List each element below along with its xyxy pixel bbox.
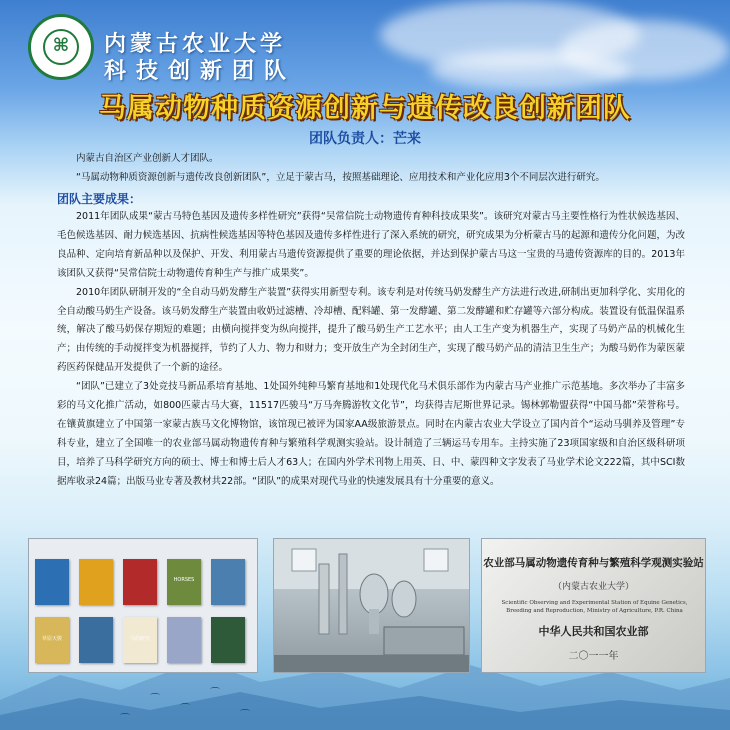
section-title: 团队主要成果： (57, 192, 142, 206)
book-cover (211, 559, 245, 605)
plaque-ministry: 中华人民共和国农业部 (538, 625, 649, 638)
book-cover (167, 617, 201, 663)
bird-icon: ⌒ (120, 714, 130, 725)
book-cover (123, 559, 157, 605)
book-cover: 马的研究 (123, 617, 157, 663)
university-logo-icon (28, 14, 94, 80)
plaque-institution: （内蒙古农业大学） (552, 582, 634, 592)
university-name: 内蒙古农业大学 (104, 32, 287, 57)
bird-icon: ⌒ (180, 704, 190, 715)
book-cover (79, 559, 113, 605)
book-cover: HORSES (167, 559, 201, 605)
achievements-block (57, 208, 685, 492)
book-cover: 草原天骏 (35, 617, 69, 663)
book-cover (211, 617, 245, 663)
logo-knot-icon: ⌘ (52, 35, 70, 56)
achievement-paragraph: “团队”已建立了3处竞技马新品系培育基地、1处国外纯种马繁育基地和1处现代化马术俱乐部作为内蒙古马产业推广示范基地。多次举办了丰富多彩的马文化推广活动，如800匹蒙古马大赛，11517匹骏马“万马奔腾游牧文化节”，均获得吉尼斯世界记录。锡林郭勒盟获得“中国马都”荣誉称号。在镶黄旗建立了中国第一家蒙古族马文化博物馆，该馆现已被评为国家AA级旅游景点。同时在内蒙古农业大学设立了国内首个“运动马驯养及管理”专科专业，建立了全国唯一的农业部马属动物遗传育种与繁殖科学观测实验站。设计制造了三辆运马专用车。主持实施了23项国家级和自治区级科研项目，培养了马科学研究方向的硕士、博士和博士后人才63人；在国内外学术刊物上用英、日、中、蒙四种文字发表了马业学术论文222篇，其中SCI数据库收录24篇；出版马业专著及教材共22部。“团队”的成果对现代马业的快速发展具有十分重要的意义。 (57, 381, 685, 487)
intro-line: “马属动物种质资源创新与遗传改良创新团队”，立足于蒙古马，按照基础理论、应用技术和产业化应用3个不同层次进行研究。 (76, 171, 605, 183)
plaque-english: Scientific Observing and Experimental Station of Equine Genetics, Breeding and Reproduction, Ministry of Agriculture, P.R. China (501, 600, 688, 614)
team-leader: 团队负责人：芒来 (309, 131, 421, 147)
cloud (430, 50, 630, 90)
fermentation-equipment-photo (273, 538, 470, 673)
equipment-drawing (274, 539, 469, 672)
page-title: 马属动物种质资源创新与遗传改良创新团队 (99, 93, 631, 124)
team-category: 科技创新团队 (104, 59, 297, 84)
intro-block (57, 150, 685, 188)
book-cover (35, 559, 69, 605)
achievement-paragraph: 2010年团队研制开发的“全自动马奶发酵生产装置”获得实用新型专利。该专利是对传统马奶发酵生产方法进行改进,研制出更加科学化、实用化的全自动酸马奶生产设备。该马奶发酵生产装置由收奶过滤槽、冷却槽、配料罐、第一发酵罐、第二发酵罐和贮存罐等六部分构成。装置设有低温保温系统，解决了酸马奶保存期短的难题；由横向搅拌变为纵向搅拌，提升了酸马奶生产工艺水平；由人工生产变为机器生产，实现了马奶产品的机械化生产；由传统的手动搅拌变为机器搅拌，节约了人力、物力和财力；变开放生产为全封闭生产，实现了酸马奶产品的清洁卫生生产；为酸马奶作为蒙医蒙药医药保健品开发提供了一个新的途径。 (57, 286, 685, 374)
bird-icon: ⌒ (150, 694, 160, 705)
book-cover (79, 617, 113, 663)
intro-line: 内蒙古自治区产业创新人才团队。 (76, 153, 219, 164)
plaque-year: 二〇一一年 (568, 651, 619, 662)
lab-station-plaque-photo (481, 538, 706, 673)
achievement-paragraph: 2011年团队成果“蒙古马特色基因及遗传多样性研究”获得“吴常信院士动物遗传育种科技成果奖”。该研究对蒙古马主要性格行为性状候选基因、毛色候选基因、耐力候选基因、抗病性候选基因等特色基因及遗传多样性进行了深入系统的研究，研究成果为分析蒙古马的起源和遗传分化问题，为改良品种、定向培育新品种以及保护、开发、利用蒙古马遗传资源提供了重要的理论依据，并达到保护蒙古马这一宝贵的马遗传资源库的目的。2013年该团队又获得“吴常信院士动物遗传育种生产与推广成果奖”。 (57, 211, 685, 279)
bird-icon: ⌒ (210, 688, 220, 699)
bird-icon: ⌒ (240, 710, 250, 721)
books-photo (28, 538, 258, 673)
plaque-title: 农业部马属动物遗传育种与繁殖科学观测实验站 (483, 557, 704, 569)
